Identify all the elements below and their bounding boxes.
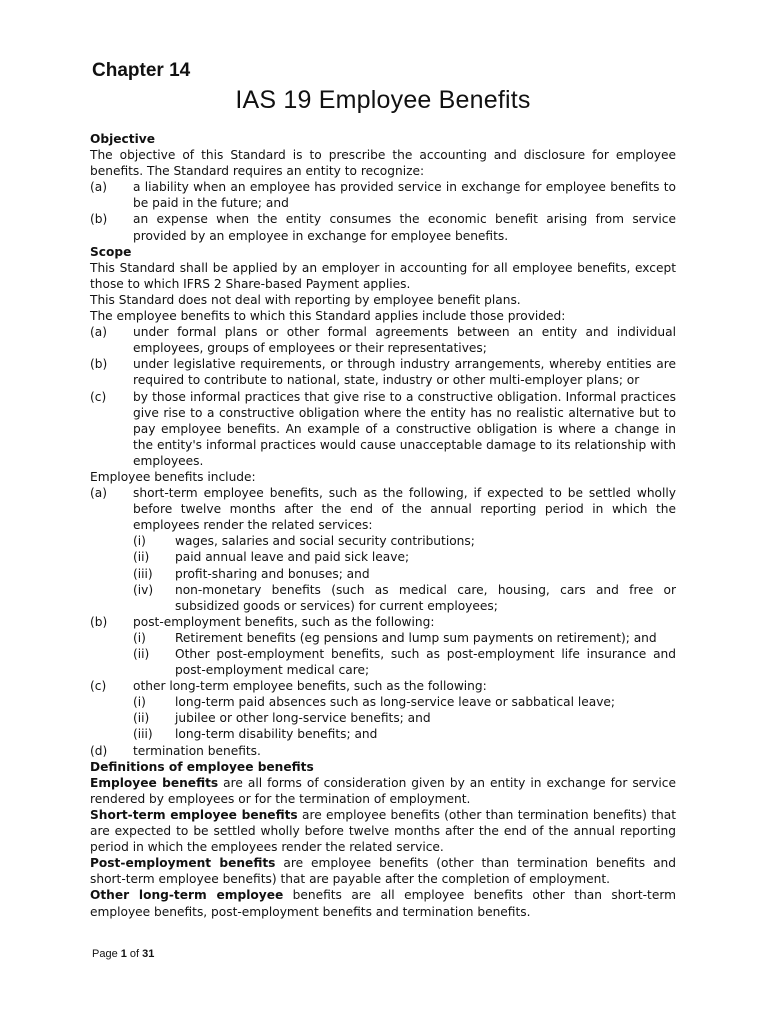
list-item — [90, 324, 676, 356]
list-item — [90, 485, 676, 533]
sub-list-item — [133, 533, 676, 549]
sub-marker: (i) — [133, 534, 146, 549]
page-middle: of — [126, 948, 143, 960]
list-item — [90, 179, 676, 211]
benefits-intro: Employee benefits include: — [90, 469, 256, 484]
scope-paragraph: This Standard shall be applied by an employer in accounting for all employee benefits, except those to which IFRS 2 Share-based Payment applies. — [90, 260, 676, 291]
objective-intro: The objective of this Standard is to prescribe the accounting and disclosure for employee benefits. The Standard requires an entity to recognize: — [90, 148, 676, 179]
sub-list-item — [133, 549, 676, 565]
sub-marker: (ii) — [133, 711, 150, 726]
page-prefix: Page — [92, 948, 121, 960]
definition-term: Post-employment benefits — [90, 856, 276, 871]
list-marker: (d) — [90, 743, 108, 758]
sub-text: paid annual leave and paid sick leave; — [175, 550, 410, 565]
sub-text: long-term paid absences such as long-service leave or sabbatical leave; — [175, 695, 616, 710]
list-text: termination benefits. — [133, 743, 261, 758]
sub-list-item — [133, 630, 676, 646]
definition-term: Employee benefits — [90, 775, 219, 790]
list-marker: (b) — [90, 614, 108, 629]
page-total: 31 — [142, 948, 155, 960]
page-footer — [92, 948, 154, 960]
sub-marker: (iii) — [133, 727, 153, 742]
sub-marker: (ii) — [133, 647, 150, 661]
document-body — [90, 131, 676, 920]
document-page — [90, 60, 676, 920]
list-text: under legislative requirements, or through industry arrangements, whereby entities are required to contribute to national, state, industry or other multi-employer plans; or — [133, 357, 676, 388]
sub-list-item — [133, 694, 676, 710]
definition-text: are employee benefits (other than termination benefits and short-term employee benefits) that are payable after the completion of employment. — [90, 856, 676, 887]
page-title: IAS 19 Employee Benefits — [235, 86, 531, 114]
list-item — [90, 389, 676, 469]
sub-text: profit-sharing and bonuses; and — [175, 566, 370, 581]
list-text: short-term employee benefits, such as the following, if expected to be settled wholly before twelve months after the end of the annual reporting period in which the employees render the related services: — [133, 486, 676, 533]
sub-text: wages, salaries and social security contributions; — [175, 534, 475, 549]
list-item — [90, 356, 676, 388]
sub-text: Other post-employment benefits, such as post-employment life insurance and post-employment medical care; — [175, 647, 676, 678]
chapter-label: Chapter 14 — [92, 60, 191, 81]
list-marker: (c) — [90, 679, 107, 694]
sub-list-item — [133, 566, 676, 582]
sub-marker: (i) — [133, 630, 146, 645]
sub-text: non-monetary benefits (such as medical care, housing, cars and free or subsidized goods or services) for current employees; — [175, 582, 676, 613]
definitions-heading: Definitions of employee benefits — [90, 759, 314, 774]
sub-list-item — [133, 710, 676, 726]
sub-marker: (ii) — [133, 550, 150, 565]
list-item — [90, 614, 676, 630]
list-text: a liability when an employee has provided service in exchange for employee benefits to be paid in the future; and — [133, 180, 676, 211]
sub-list-item — [133, 726, 676, 742]
list-marker: (a) — [90, 486, 107, 501]
list-text: post-employment benefits, such as the following: — [133, 614, 435, 629]
sub-list-item — [133, 646, 676, 678]
definition-paragraph — [90, 887, 676, 919]
list-marker: (c) — [90, 389, 107, 404]
list-item — [90, 743, 676, 759]
definition-paragraph — [90, 807, 676, 855]
list-text: by those informal practices that give rise to a constructive obligation. Informal practices give rise to a constructive obligation where the entity has no realistic alternative but to pay employee benefits. An example of a constructive obligation is where a change in the entity's informal practices would cause unacceptable damage to its relationship with employees. — [133, 389, 676, 468]
definition-term: Short-term employee benefits — [90, 807, 298, 822]
list-item — [90, 678, 676, 694]
objective-heading: Objective — [90, 132, 155, 146]
sub-marker: (i) — [133, 695, 146, 710]
scope-paragraph: This Standard does not deal with reporting by employee benefit plans. — [90, 292, 521, 307]
list-item — [90, 211, 676, 243]
list-text: an expense when the entity consumes the economic benefit arising from service provided by an employee in exchange for employee benefits. — [133, 212, 676, 243]
list-marker: (a) — [90, 180, 107, 195]
list-marker: (b) — [90, 357, 108, 372]
sub-text: Retirement benefits (eg pensions and lump sum payments on retirement); and — [175, 630, 657, 645]
sub-text: long-term disability benefits; and — [175, 727, 378, 742]
definition-paragraph — [90, 855, 676, 887]
sub-marker: (iii) — [133, 566, 153, 581]
list-marker: (b) — [90, 212, 108, 227]
sub-list-item — [133, 582, 676, 614]
scope-heading: Scope — [90, 244, 132, 259]
list-text: other long-term employee benefits, such as the following: — [133, 679, 487, 694]
definition-text: benefits are all employee benefits other than short-term employee benefits, post-employment benefits and termination benefits. — [90, 888, 676, 919]
sub-text: jubilee or other long-service benefits; and — [175, 711, 431, 726]
page-current: 1 — [120, 948, 127, 960]
definition-text: are employee benefits (other than termination benefits) that are expected to be settled wholly before twelve months after the end of the annual reporting period in which the employees render the related service. — [90, 807, 676, 855]
definition-text: are all forms of consideration given by an entity in exchange for service rendered by employees or for the termination of employment. — [90, 775, 676, 806]
sub-marker: (iv) — [133, 582, 154, 597]
definition-paragraph — [90, 775, 676, 807]
definition-term: Other long-term employee — [90, 888, 284, 903]
list-marker: (a) — [90, 325, 107, 340]
scope-paragraph: The employee benefits to which this Standard applies include those provided: — [90, 309, 566, 324]
list-text: under formal plans or other formal agreements between an entity and individual employees, groups of employees or their representatives; — [133, 325, 676, 356]
